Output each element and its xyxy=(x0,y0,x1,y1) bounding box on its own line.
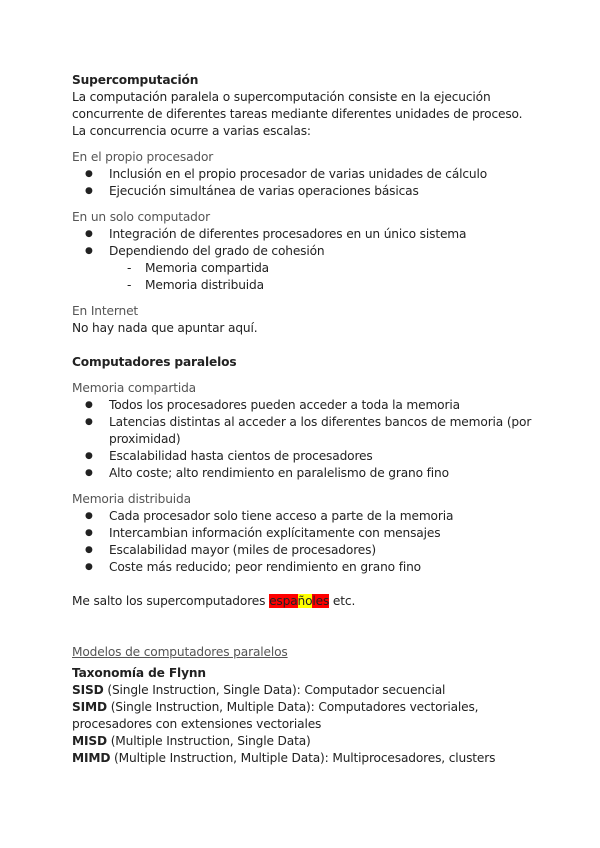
highlight-red: espa xyxy=(269,594,298,608)
flynn-sisd xyxy=(72,682,542,699)
list-item: ● Alto coste; alto rendimiento en paralelismo de grano fino xyxy=(72,465,542,482)
list-item: ● Todos los procesadores pueden acceder a toda la memoria xyxy=(72,397,542,414)
taxonomy-title: Taxonomía de Flynn xyxy=(72,666,206,680)
internet-text: No hay nada que apuntar aquí. xyxy=(72,321,258,335)
section-title-supercomputacion: Supercomputación xyxy=(72,73,199,87)
sub-list-item: - Memoria compartida xyxy=(72,260,542,277)
term-simd: SIMD xyxy=(72,700,107,714)
list-procesador xyxy=(72,166,542,200)
list-item: ● Latencias distintas al acceder a los diferentes bancos de memoria (por proximidad) xyxy=(72,414,542,448)
intro-paragraph: La computación paralela o supercomputación consiste en la ejecución concurrente de diferentes tareas mediante diferentes unidades de proceso. xyxy=(72,90,523,121)
term-mimd: MIMD xyxy=(72,751,111,765)
document-page xyxy=(72,72,542,767)
list-item: ● Cada procesador solo tiene acceso a parte de la memoria xyxy=(72,508,542,525)
note-paragraph xyxy=(72,593,542,610)
list-item: ● Intercambian información explícitamente con mensajes xyxy=(72,525,542,542)
subheading-modelos: Modelos de computadores paralelos xyxy=(72,645,288,659)
list-item: ● Coste más reducido; peor rendimiento en grano fino xyxy=(72,559,542,576)
highlight-yellow: ño xyxy=(297,594,313,608)
list-item: ● Escalabilidad hasta cientos de procesadores xyxy=(72,448,542,465)
term-sisd: SISD xyxy=(72,683,104,697)
list-item: ● Ejecución simultánea de varias operaciones básicas xyxy=(72,183,542,200)
desc-sisd: (Single Instruction, Single Data): Computador secuencial xyxy=(103,683,446,697)
highlight-red: les xyxy=(312,594,330,608)
flynn-misd xyxy=(72,733,542,750)
desc-misd: (Multiple Instruction, Single Data) xyxy=(106,734,311,748)
list-memoria-distribuida xyxy=(72,508,542,576)
desc-mimd: (Multiple Instruction, Multiple Data): Multiprocesadores, clusters xyxy=(110,751,496,765)
term-misd: MISD xyxy=(72,734,107,748)
list-item: ● Integración de diferentes procesadores en un único sistema xyxy=(72,226,542,243)
subheading-memoria-distribuida: Memoria distribuida xyxy=(72,492,191,506)
section-title-computadores-paralelos: Computadores paralelos xyxy=(72,355,237,369)
desc-simd: (Single Instruction, Multiple Data): Computadores vectoriales, procesadores con extensiones vectoriales xyxy=(72,700,479,731)
list-item: ● Escalabilidad mayor (miles de procesadores) xyxy=(72,542,542,559)
flynn-simd xyxy=(72,699,542,733)
list-item: ● Dependiendo del grado de cohesión xyxy=(72,243,542,260)
note-text-end: etc. xyxy=(329,594,356,608)
sub-list-item: - Memoria distribuida xyxy=(72,277,542,294)
subheading-computador: En un solo computador xyxy=(72,210,210,224)
list-computador xyxy=(72,226,542,294)
subheading-memoria-compartida: Memoria compartida xyxy=(72,381,196,395)
flynn-mimd xyxy=(72,750,542,767)
list-memoria-compartida xyxy=(72,397,542,482)
intro-paragraph-2: La concurrencia ocurre a varias escalas: xyxy=(72,124,311,138)
note-text: Me salto los supercomputadores xyxy=(72,594,270,608)
list-item: ● Inclusión en el propio procesador de varias unidades de cálculo xyxy=(72,166,542,183)
subheading-internet: En Internet xyxy=(72,304,139,318)
subheading-procesador: En el propio procesador xyxy=(72,150,214,164)
